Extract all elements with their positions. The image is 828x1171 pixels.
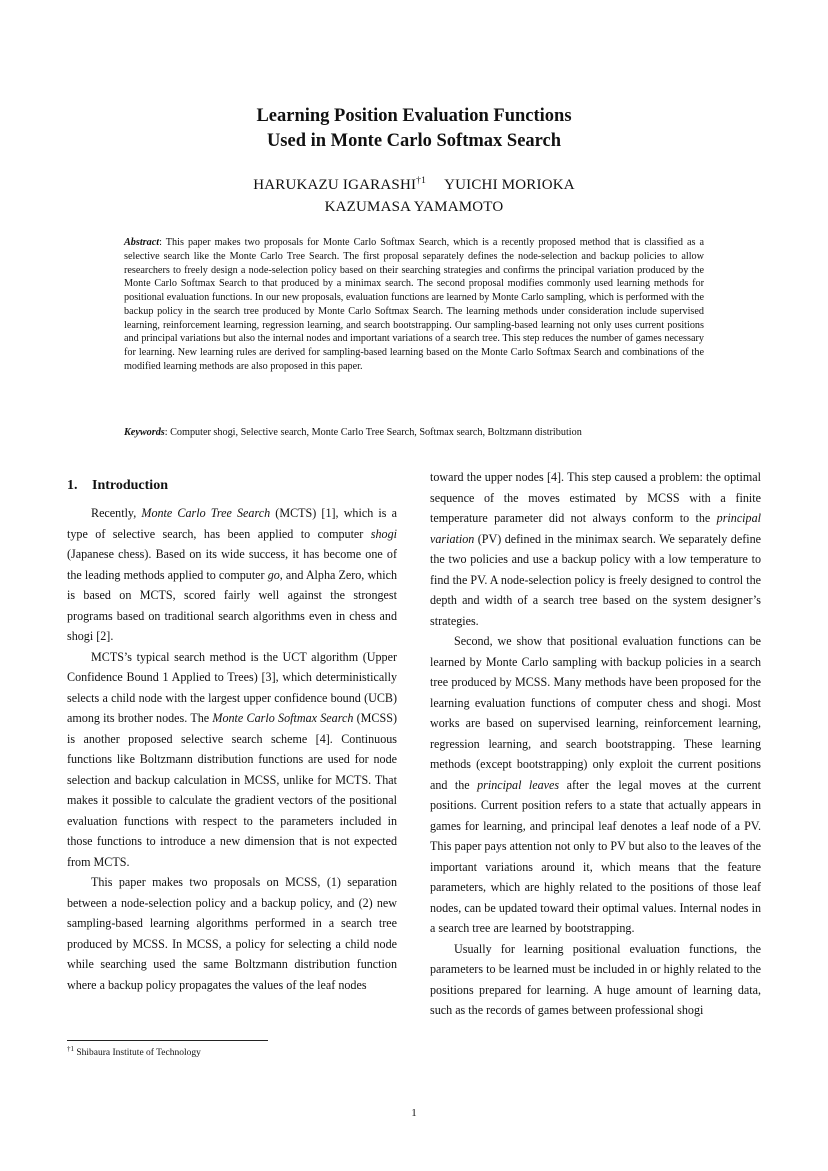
body-paragraph [67,647,397,873]
author-name: HARUKAZU IGARASHI [253,177,417,193]
text-run: after the legal moves at the current positions. Current position refers to a state that actually appears in games for learning, and principal leaf denotes a leaf node of a PV. This paper pays attention not only to PV but also to the leaves of the important variations around it, which means that the feature parameters, which are highly related to the positions of those leaf nodes, can be updated toward their optimal values. Internal nodes in a search tree are learned by bootstrapping. [430,777,761,935]
abstract-label: Abstract [124,237,160,248]
footnote-divider [67,1040,268,1041]
page-number: 1 [411,1107,417,1119]
footnote-mark: †1 [67,1045,74,1053]
section-title: Introduction [92,478,168,493]
keywords [124,426,724,440]
author-line-2 [0,196,828,218]
paper-title [0,104,828,154]
footnote [67,1047,201,1059]
footnote-text: Shibaura Institute of Technology [76,1048,201,1058]
text-run: (PV) defined in the minimax search. We separately define the two policies and use a backup policy with a low temperature to find the PV. A node-selection policy is freely designed to control the depth and width of a search tree based on the system designer’s strategies. [430,531,761,628]
italic-term: shogi [370,526,397,541]
body-paragraph: Usually for learning positional evaluation functions, the parameters to be learned must be included in or highly related to the positions prepared for learning. A huge amount of learning data, such as the records of games between professional shogi [430,941,761,1017]
italic-term: principal variation [430,511,761,546]
text-run: toward the upper nodes [4]. This step caused a problem: the optimal sequence of the moves estimated by MCSS with a finite temperature parameter did not always conform to the [430,470,761,525]
author-list [0,174,828,218]
affiliation-mark: †1 [416,176,427,186]
title-line-1: Learning Position Evaluation Functions [256,106,572,126]
section-number: 1. [67,478,78,493]
text-run: MCTS’s typical search method is the UCT algorithm (Upper Confidence Bound 1 Applied to Trees) [3], which deterministically selects a child node with the largest upper confidence bound (UCB) among its brother nodes. The [67,649,397,725]
text-run: (MCTS) [1], which is a type of selective search, has been applied to computer [67,506,397,541]
text-run: , and Alpha Zero, which is based on MCTS, scored fairly well against the strongest programs based on traditional search algorithms even in chess and shogi [2]. [67,567,397,643]
text-run: Second, we show that positional evaluation functions can be learned by Monte Carlo sampling with backup policies in a search tree produced by MCSS. Many methods have been proposed for the learning evaluation functions of computer chess and shogi. Most works are based on supervised learning, reinforcement learning, regression learning, and search bootstrapping. These learning methods (except bootstrapping) only exploit the current positions and the [430,634,761,792]
author-name: KAZUMASA YAMAMOTO [324,199,504,215]
body-paragraph [430,467,761,631]
keywords-text: : Computer shogi, Selective search, Monte Carlo Tree Search, Softmax search, Boltzmann distribution [164,427,582,438]
body-paragraph [67,503,397,647]
body-paragraph [430,631,761,939]
text-run: Recently, [91,506,142,520]
italic-term: Monte Carlo Softmax Search [212,711,354,725]
right-column [430,467,761,1021]
title-line-2: Used in Monte Carlo Softmax Search [266,131,562,151]
author-line-1 [0,174,828,196]
text-run: (MCSS) is another proposed selective search scheme [4]. Continuous functions like Boltzmann distribution functions are used for node selection and backup calculation in MCSS, unlike for MCTS. That makes it possible to calculate the gradient vectors of the positional evaluation functions with respect to the parameters included in those functions to introduce a new dimension that is not expected from MCTS. [67,711,397,869]
author-name: YUICHI MORIOKA [444,177,575,193]
italic-term: go [267,567,280,582]
italic-term: Monte Carlo Tree Search [141,506,271,520]
italic-term: principal leaves [477,777,560,792]
left-column [67,476,397,995]
section-heading [67,476,397,496]
abstract-text: : This paper makes two proposals for Monte Carlo Softmax Search, which is a recently proposed method that is classified as a selective search like the Monte Carlo Tree Search. The first proposal separately defines the node-selection and backup policies to allow researchers to freely design a node-selection policy based on their searching strategies and confirms the principal variation produced by the Monte Carlo Softmax Search to that produced by a minimax search. The second proposal modifies commonly used learning methods for positional evaluation functions. In our new proposals, evaluation functions are learned by Monte Carlo sampling, which is performed with the backup policy in the search tree produced by Monte Carlo Softmax Search. The learning methods under consideration include supervised learning, reinforcement learning, regression learning, and search bootstrapping. Our sampling-based learning not only uses current positions and principal variations but also the internal nodes and important variations of a search tree. This step reduces the number of games necessary for learning. New learning rules are derived for sampling-based learning based on the Monte Carlo Softmax Search and combinations of the modified learning methods are also proposed in this paper. [124,237,704,372]
abstract [124,236,704,374]
body-paragraph: This paper makes two proposals on MCSS, (1) separation between a node-selection policy and a backup policy, and (2) new sampling-based learning algorithms performed in a search tree produced by MCSS. In MCSS, a policy for selecting a child node while searching used the same Boltzmann distribution function where a backup policy propagates the values of the leaf nodes [67,875,397,992]
text-run: (Japanese chess). Based on its wide success, it has become one of the leading methods applied to computer [67,547,397,582]
keywords-label: Keywords [124,427,165,438]
